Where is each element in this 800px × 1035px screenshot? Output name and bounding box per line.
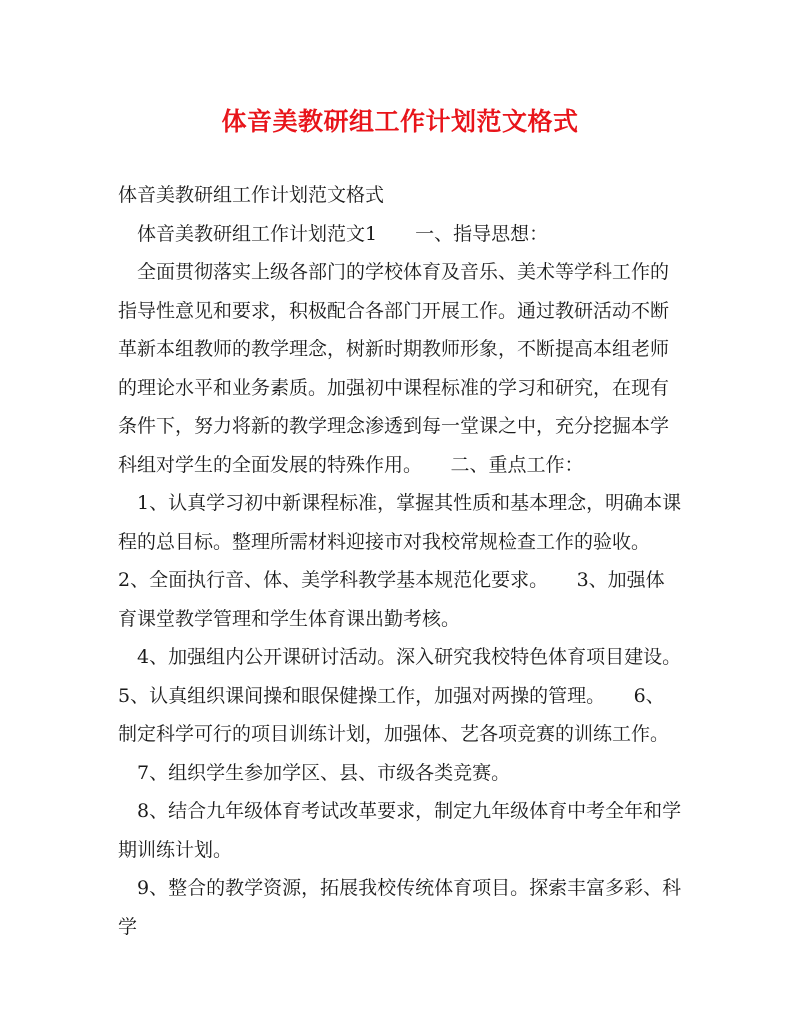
paragraph-plan-intro: 体音美教研组工作计划范文1 一、指导思想： [118,222,549,245]
paragraph-item-8: 8、结合九年级体育考试改革要求，制定九年级体育中考全年和学期训练计划。 [118,800,682,861]
paragraph-item-7: 7、组织学生参加学区、县、市级各类竞赛。 [118,761,511,784]
document-title: 体音美教研组工作计划范文格式 [221,107,579,136]
document-body [118,176,682,946]
paragraph-item-9: 9、整合的教学资源，拓展我校传统体育项目。探索丰富多彩、科学 [118,877,682,938]
paragraph-items-4-6: 4、加强组内公开课研讨活动。深入研究我校特色体育项目建设。5、认真组织课间操和眼保健操工作，加强对两操的管理。 6、制定科学可行的项目训练计划，加强体、艺各项竞赛的训练工作。 [118,646,682,745]
paragraph-items-1-3: 1、认真学习初中新课程标准，掌握其性质和基本理念，明确本课程的总目标。整理所需材料迎接市对我校常规检查工作的验收。 2、全面执行音、体、美学科教学基本规范化要求。 3、加强体育课堂教学管理和学生体育课出勤考核。 [118,492,682,630]
paragraph-guiding-thought: 全面贯彻落实上级各部门的学校体育及音乐、美术等学科工作的指导性意见和要求，积极配合各部门开展工作。通过教研活动不断革新本组教师的教学理念，树新时期教师形象，不断提高本组老师的理论水平和业务素质。加强初中课程标准的学习和研究，在现有条件下，努力将新的教学理念渗透到每一堂课之中，充分挖掘本学科组对学生的全面发展的特殊作用。 二、重点工作： [118,261,670,476]
paragraph-heading: 体音美教研组工作计划范文格式 [118,184,385,206]
